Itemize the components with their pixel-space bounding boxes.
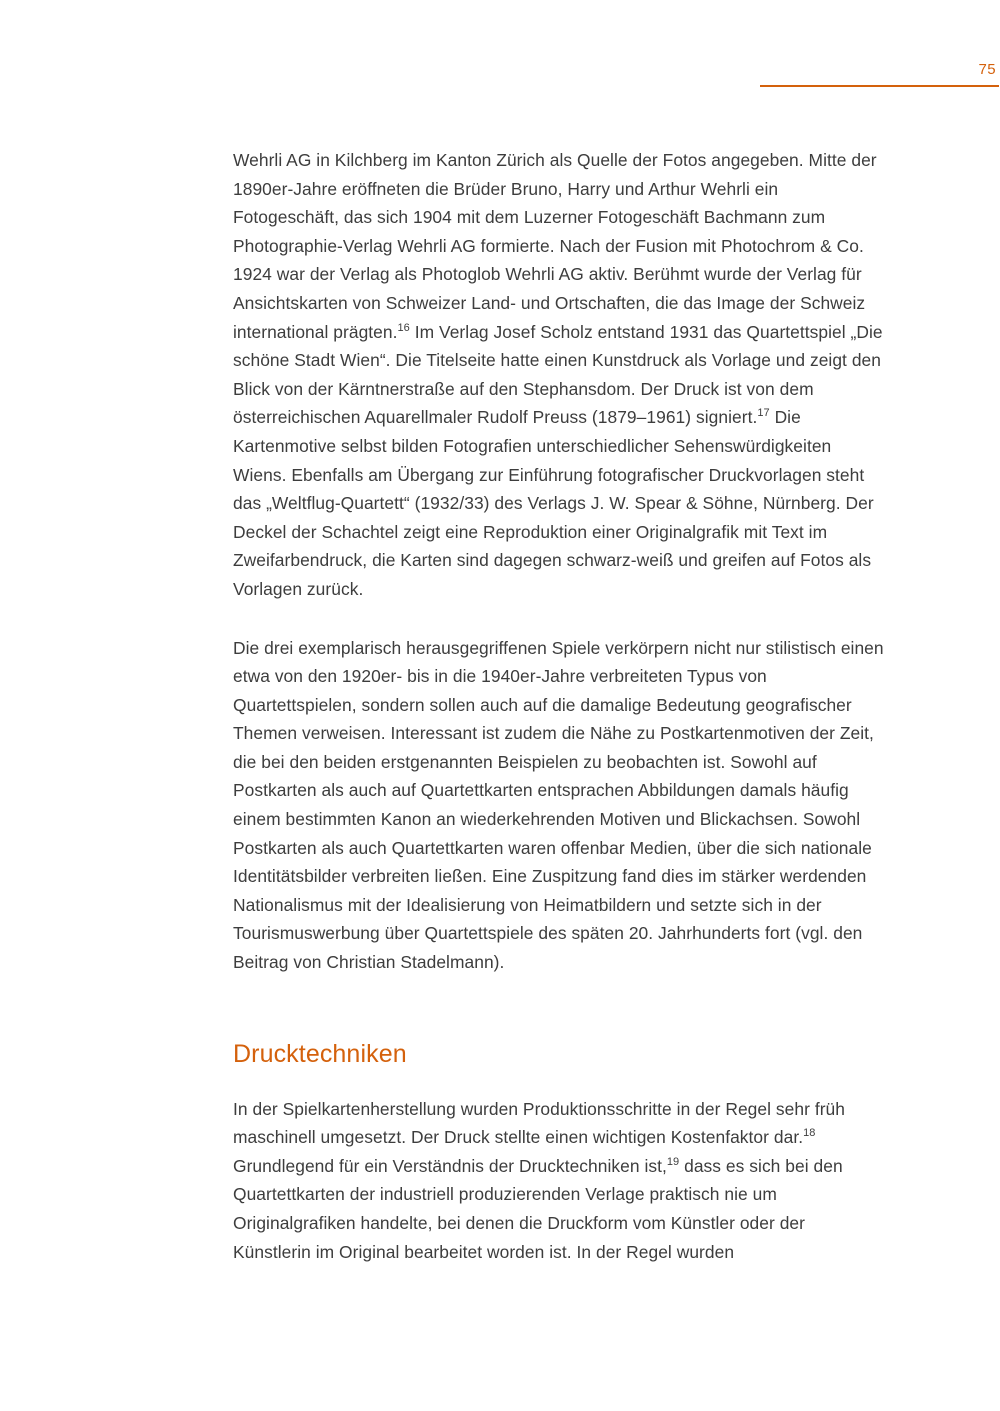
folio-rule bbox=[760, 85, 999, 87]
body-paragraph: Wehrli AG in Kilchberg im Kanton Zürich als Quelle der Fotos angegeben. Mitte der 1890er-Jahre eröffneten die Brüder Bruno, Harry und Arthur Wehrli ein Fotogeschäft, das sich 1904 mit dem Luzerner Fotogeschäft Bachmann zum Photographie-Verlag Wehrli AG formierte. Nach der Fusion mit Photochrom & Co. 1924 war der Verlag als Photoglob Wehrli AG aktiv. Berühmt wurde der Verlag für Ansichtskarten von Schweizer Land- und Ortschaften, die das Image der Schweiz international prägten.$^{16}$ Im Verlag Josef Scholz entstand 1931 das Quartettspiel „Die schöne Stadt Wien“. Die Titelseite hatte einen Kunstdruck als Vorlage und zeigt den Blick von der Kärntnerstraße auf den Stephansdom. Der Druck ist von dem österreichischen Aquarellmaler Rudolf Preuss (1879–1961) signiert.$^{17}$ Die Kartenmotive selbst bilden Fotografien unterschiedlicher Sehenswürdigkeiten Wiens. Ebenfalls am Übergang zur Einführung fotografischer Druckvorlagen steht das „Weltflug-Quartett“ (1932/33) des Verlags J. W. Spear & Söhne, Nürnberg. Der Deckel der Schachtel zeigt eine Reproduktion einer Originalgrafik mit Text im Zweifarbendruck, die Karten sind dagegen schwarz-weiß und greifen auf Fotos als Vorlagen zurück. bbox=[233, 150, 883, 599]
page-folio bbox=[760, 62, 1000, 87]
section-heading: Drucktechniken bbox=[233, 1039, 407, 1068]
text-column bbox=[233, 146, 885, 1266]
body-paragraph: In der Spielkartenherstellung wurden Produktionsschritte in der Regel sehr früh maschinell umgesetzt. Der Druck stellte einen wichtigen Kostenfaktor dar.$^{18}$ Grundlegend für ein Verständnis der Drucktechniken ist,$^{19}$ dass es sich bei den Quartettkarten der industriell produzierenden Verlage praktisch nie um Originalgrafiken handelte, bei denen die Druckform vom Künstler oder der Künstlerin im Original bearbeitet worden ist. In der Regel wurden bbox=[233, 1098, 845, 1262]
body-paragraph: Die drei exemplarisch herausgegriffenen Spiele verkörpern nicht nur stilistisch einen etwa von den 1920er- bis in die 1940er-Jahre verbreiteten Typus von Quartettspielen, sondern sollen auch auf die damalige Bedeutung geografischer Themen verweisen. Interessant ist zudem die Nähe zu Postkartenmotiven der Zeit, die bei den beiden erstgenannten Beispielen zu beobachten ist. Sowohl auf Postkarten als auch auf Quartettkarten entsprachen Abbildungen damals häufig einem bestimmten Kanon an wiederkehrenden Motiven und Blickachsen. Sowohl Postkarten als auch Quartettkarten waren offenbar Medien, über die sich nationale Identitätsbilder verbreiten ließen. Eine Zuspitzung fand dies im stärker werdenden Nationalismus mit der Idealisierung von Heimatbildern und setzte sich in der Tourismuswerbung über Quartettspiele des späten 20. Jahrhunderts fort (vgl. den Beitrag von Christian Stadelmann). bbox=[233, 637, 884, 973]
page-number: 75 bbox=[978, 61, 996, 78]
